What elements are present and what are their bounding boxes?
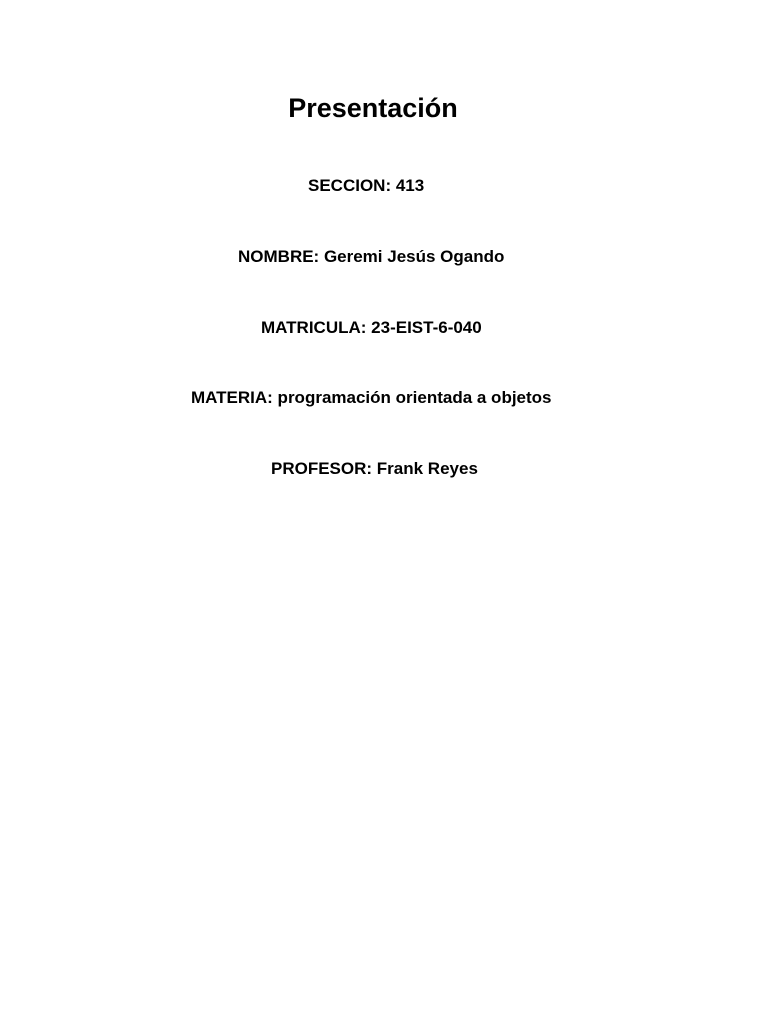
seccion-line: SECCION: 413 bbox=[308, 176, 425, 195]
nombre-line: NOMBRE: Geremi Jesús Ogando bbox=[238, 247, 505, 266]
profesor-line: PROFESOR: Frank Reyes bbox=[271, 459, 478, 478]
page-title: Presentación bbox=[288, 93, 458, 123]
materia-line: MATERIA: programación orientada a objetos bbox=[191, 388, 552, 407]
matricula-line: MATRICULA: 23-EIST-6-040 bbox=[261, 318, 482, 337]
